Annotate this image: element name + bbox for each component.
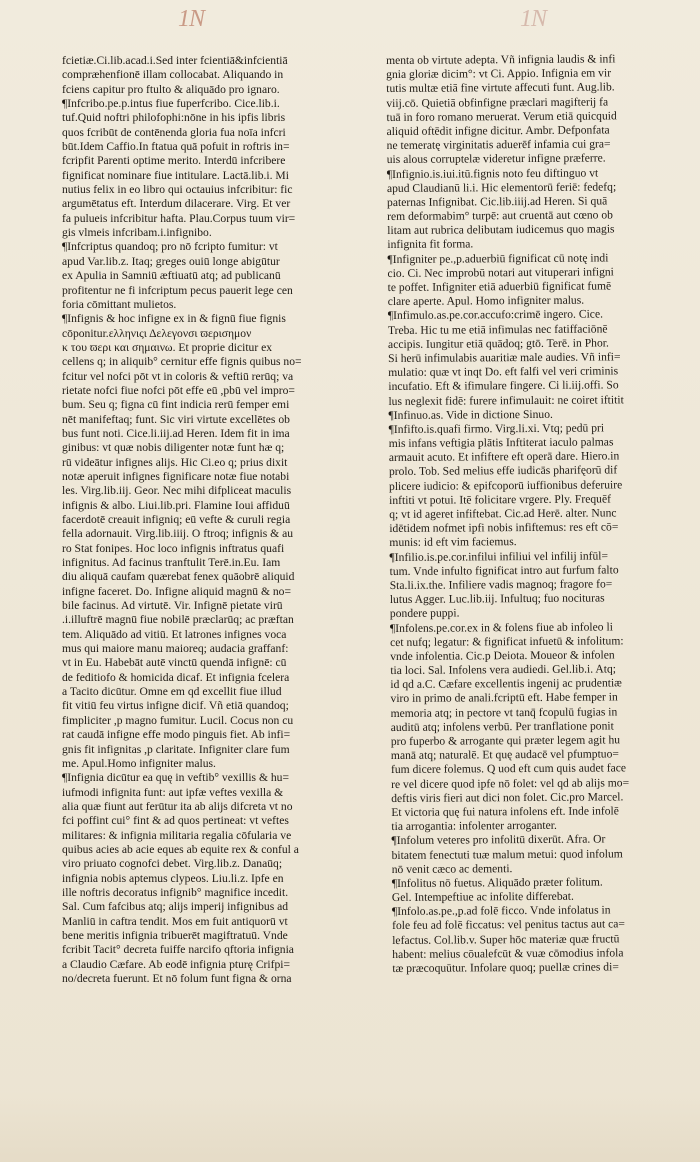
text-line: Sta.li.ix.the. Infiliere vadis magnoq; fragore fo= bbox=[389, 577, 613, 592]
text-line: fciens capitur pro ftulto & aliquādo pro ignaro. bbox=[62, 82, 280, 96]
text-line: fum dicere folemus. Q uod eft cum quis audet face bbox=[390, 761, 627, 777]
text-line: ¶Infolum veteres pro infolitū dixerūt. Afra. Or bbox=[391, 832, 606, 848]
text-line: infignia nobis aptemus clypeos. Liu.li.z. Ipfe en bbox=[62, 871, 284, 885]
text-line: κ του ϖερι και σημαινω. Et proprie dicitur ex bbox=[62, 340, 273, 354]
text-line: militares: & infignia militaria regalia cōfularia ve bbox=[62, 828, 292, 842]
text-line: incufatio. Eft & ifimulare fingere. Ci li.iij.offi. So bbox=[388, 378, 619, 394]
text-line: rat caudā infigne effe modo pinguis fiet. Ab infi= bbox=[62, 728, 291, 742]
text-line: viij.cō. Quietiā obfinfigne præclari magifterij fa bbox=[386, 95, 609, 110]
text-line: ¶Infignio.is.iui.itū.fignis noto feu diftinguo vt bbox=[386, 166, 599, 181]
text-line: fcietiæ.Ci.lib.acad.i.Sed inter fcientiā&infcientiā bbox=[62, 54, 288, 67]
text-line: tia arrogantia: infolenter arroganter. bbox=[391, 818, 557, 834]
text-line: nutius felix in eo libro qui octauius infcribitur: fic bbox=[62, 183, 293, 197]
text-line: munis: id eft vim faciemus. bbox=[389, 535, 517, 550]
text-line: ¶Infcriptus quandoq; pro nō fcripto fumitur: vt bbox=[62, 240, 278, 254]
text-line: argumētatus eft. Interdum dilacerare. Virg. Et ver bbox=[62, 197, 291, 211]
text-line: uis alous corruptelæ videretur infigne præferre. bbox=[386, 151, 606, 167]
text-line: Manliū in caftra tendit. Mos em fuit antiquorū vt bbox=[62, 914, 288, 928]
text-line: ro Stat fonipes. Hoc loco infignis inftratus quafi bbox=[62, 541, 285, 555]
text-line: id qd a.C. Cæfare excellentis ingenij ac prudentiæ bbox=[390, 676, 622, 692]
text-line: vt in Eu. Habebāt autē vinctū quendā infignē: cū bbox=[62, 656, 287, 670]
text-line: bum. Seu q; figna cū fint indicia rerū femper emi bbox=[62, 398, 290, 412]
text-line: alia quæ fiunt aut ferūtur ita ab alijs difcreta vt no bbox=[62, 799, 293, 813]
text-line: Et victoria quę fui natura infolens eft. Inde infolē bbox=[391, 804, 619, 819]
text-line: tem. Aliquādo ad vitiū. Et latrones infignes voca bbox=[62, 627, 287, 641]
text-line: pondere puppi. bbox=[389, 606, 460, 621]
text-line: mis infans veftigia plātis Inftiterat iaculo palmas bbox=[388, 435, 614, 451]
text-line: fcitur vel nofci pōt vt in coloris & veftiū rerūq; va bbox=[62, 369, 294, 383]
text-line: habent: melius cōualefcūt & vuæ cōmodius infola bbox=[392, 946, 624, 961]
text-line: memoria atq; in pectore vt tanq̄ fcopulū fugias in bbox=[390, 705, 618, 720]
text-line: ¶Infcribo.pe.p.intus fiue fuperfcribo. Cice.lib.i. bbox=[62, 97, 280, 111]
text-line: Treba. Hic tu me etiā infimulas nec fatiffaciōnē bbox=[387, 322, 608, 337]
right-text-column bbox=[386, 52, 686, 976]
text-line: lefactus. Col.lib.v. Super hōc materiæ quæ fructū bbox=[392, 932, 620, 947]
text-line: tæ præcoquūtur. Infolare quoq; puellæ crines di= bbox=[392, 960, 619, 975]
text-line: ¶Infignia dicūtur ea quę in veftib° vexillis & hu= bbox=[62, 771, 289, 785]
text-line: tia loci. Sal. Infolens vera audiedi. Gel.lib.i. Atq; bbox=[390, 662, 617, 678]
text-line: bus funt noti. Cice.li.iij.ad Heren. Idem fit in ima bbox=[62, 426, 290, 440]
text-line: fignificat nominare fiue intitulare. Lactā.lib.i. Mi bbox=[62, 168, 289, 182]
text-line: tuf.Quid noftri philofophi:nōne in his ipfis libris bbox=[62, 111, 286, 125]
text-line: ille noftris decoratus infignib° magnifice incedit. bbox=[62, 885, 289, 899]
text-line: inftiti vt potui. Itē folicitare vrgere. Ply. Frequēf bbox=[389, 492, 611, 507]
text-line: quos fcribūt de contēnenda gloria fua noīa infcri bbox=[62, 125, 286, 139]
text-line: Gel. Intempeftiue ac infolite differebat. bbox=[391, 889, 574, 905]
text-line: rem deformabim° turpē: aut cruentā aut cœno ob bbox=[387, 208, 613, 224]
text-line: mulatio: quæ vt inqt Do. eft falfi vel veri criminis bbox=[388, 364, 619, 380]
text-line: cio. Ci. Nec improbū notari aut vituperari infigni bbox=[387, 265, 614, 280]
text-line: no/decreta fuerunt. Et nō folum funt figna & orna bbox=[62, 972, 292, 985]
text-line: viro in primo de anali.fcriptū eft. Habe femper in bbox=[390, 690, 618, 706]
text-line: ¶Infifto.is.quafi firmo. Virg.li.xi. Vtq; pedū pri bbox=[388, 421, 605, 436]
text-line: rietate nofci fiue nofci pōt effe eū ,pbū vel impro= bbox=[62, 383, 295, 397]
text-line: fella adornauit. Virg.lib.iiij. O ftroq; infignis & au bbox=[62, 527, 294, 541]
text-line: prolo. Tob. Sed melius effe iudicās pharifęorū dif bbox=[388, 463, 618, 479]
text-line: tutis multæ etiā fine virtute affecuti funt. Aug.lib. bbox=[386, 80, 615, 96]
text-line: ¶Infilio.is.pe.cor.infilui infiliui vel infilij infūl= bbox=[389, 549, 609, 564]
text-line: me. Apul.Homo infigniter malus. bbox=[62, 756, 216, 770]
text-line: q; vt id ageret infiftebat. Cic.ad Herē. alter. Nunc bbox=[389, 506, 617, 521]
text-line: fcripfit Parenti optime merito. Interdū infcribere bbox=[62, 154, 286, 168]
text-line: infignita fit forma. bbox=[387, 237, 474, 252]
text-line: fit vitiū feu virtus infigne dicif. Vñ etiā quandoq; bbox=[62, 699, 289, 713]
paper-stain bbox=[0, 1092, 700, 1162]
text-line: a Claudio Cæfare. Ab eodē infignia pturę Crifpi= bbox=[62, 957, 291, 971]
text-line: te poffet. Infigniter etiā aduerbiū fignificat fumē bbox=[387, 279, 612, 294]
text-line: bitatem fenectuti tuæ malum metui: quod infolum bbox=[391, 846, 623, 862]
text-line: ¶Infignis & hoc infigne ex in & fignū fiue fignis bbox=[62, 312, 286, 326]
text-line: cōponitur.ελληνιςι Δελεγονσι ϖερισημον bbox=[62, 326, 252, 340]
text-line: tum. Vnde infulto fignificat intro aut furfum falto bbox=[389, 563, 619, 578]
text-line: iufmodi infignita funt: aut ipfæ veftes vexilla & bbox=[62, 785, 284, 799]
text-line: idētidem nofmet ipfi nobis infiftemus: res eft cō= bbox=[389, 520, 619, 536]
folio-left: 1N bbox=[178, 6, 205, 32]
text-line: lutus Agger. Luc.lib.iij. Infultuq; fuo nocituras bbox=[389, 591, 605, 607]
text-line: re vel dicere quod ipfe nō folet: vel qd ab alijs mo= bbox=[391, 775, 630, 791]
text-line: plicere iudicio: & epifcoporū iuffionibus deferuire bbox=[388, 477, 623, 493]
text-line: quibus acies ab acie eques ab equite rex & conful a bbox=[62, 842, 299, 856]
text-line: infignitus. Ad facinus tranftulit Terē.in.Eu. Iam bbox=[62, 556, 281, 570]
text-line: les. Virg.lib.iij. Geor. Nec mihi difpliceat maculis bbox=[62, 484, 292, 498]
text-line: apud Var.lib.z. Itaq; greges ouiū longe abigūtur bbox=[62, 254, 280, 268]
text-line: apud Claudianū li.i. Hic elementorū feriē: fedefq; bbox=[386, 180, 617, 195]
text-line: ex Apulia in Samniū æftiuatū atq; ad publicanū bbox=[62, 269, 281, 283]
text-line: bene meritis infignia tribuerēt magiftratuū. Vnde bbox=[62, 928, 288, 942]
text-line: a Tacito dicūtur. Omne em qd excellit fiue illud bbox=[62, 685, 282, 699]
text-line: ¶Infigniter pe.,p.aduerbiū fignificat cū notę indi bbox=[387, 251, 609, 266]
text-line: paternas Infignibat. Cic.lib.iiij.ad Heren. Si quā bbox=[386, 194, 608, 209]
text-line: ginibus: vt quæ nobis diligenter notæ funt hæ q; bbox=[62, 441, 285, 455]
text-line: cet nufq; legatur: & fignificat infuetū & infolitum: bbox=[390, 634, 624, 649]
folio-right: 1N bbox=[520, 6, 547, 32]
left-text-column bbox=[62, 54, 364, 986]
text-line: litam aut rubrica delibutam iudicemus quo magis bbox=[387, 222, 615, 238]
text-line: fcribit Tacit° decreta fuiffe narcifo qftoria infignia bbox=[62, 943, 294, 957]
text-line: ¶Infinuo.as. Vide in dictione Sinuo. bbox=[388, 407, 553, 422]
text-line: auditū atq; infolens verbū. Per tranflatione ponit bbox=[390, 719, 614, 734]
text-line: .i.illuftrē magnū fiue nobilē præclarūq; ac præftan bbox=[62, 613, 294, 627]
text-line: ¶Infolitus nō fuetus. Aliquādo præter folitum. bbox=[391, 875, 603, 890]
text-line: deftis viris fieri aut dici non folet. Cic.pro Marcel. bbox=[391, 790, 624, 805]
text-line: clare aperte. Apul. Homo infigniter malus. bbox=[387, 293, 585, 309]
text-line: aliquid oftēdit infigne dicitur. Ambr. Defponfata bbox=[386, 123, 610, 138]
text-line: nō venit cæco ac dementi. bbox=[391, 861, 513, 876]
text-line: Sal. Cum fafcibus atq; alijs imperij infignibus ad bbox=[62, 900, 289, 914]
text-line: Si herū infimulabis auaritiæ male audies. Vñ infi= bbox=[388, 350, 621, 365]
text-line: vnde infolentia. Cic.p Deiota. Moueor & infolen bbox=[390, 648, 615, 663]
text-line: infignis & albo. Liui.lib.pri. Flamine Ioui affiduū bbox=[62, 498, 290, 512]
text-line: facerdotē creauit infigniq; eū vefte & curuli regia bbox=[62, 513, 291, 526]
text-line: mus qui maiore manu maioreq; audacia graffanf: bbox=[62, 642, 289, 656]
text-line: gnia gloriæ dicim°: vt Ci. Appio. Infignia em vir bbox=[386, 66, 612, 82]
text-line: pro fuperbo & arrogante qui præter legem agit hu bbox=[390, 733, 621, 748]
text-line: compræhenfionē illam collocabat. Aliquando in bbox=[62, 68, 284, 82]
text-line: būt.Idem Caffio.In ftatua quā pofuit in roftris in= bbox=[62, 140, 290, 154]
text-line: profitentur ne fi infcriptum pecus pauerit lege cen bbox=[62, 283, 293, 297]
text-line: notæ aperuit infignes fignificare notæ fiue notabi bbox=[62, 469, 290, 483]
text-line: diu aliquā caufam quærebat fenex quāobrē aliquid bbox=[62, 570, 295, 584]
text-line: rū videātur infignes alijs. Hic Ci.eo q; prius dixit bbox=[62, 455, 288, 469]
text-line: nēt manifeftaq; funt. Sic viri virtute excellētes ob bbox=[62, 412, 290, 426]
text-line: ¶Infolo.as.pe.,p.ad folē ficco. Vnde infolatus in bbox=[391, 903, 611, 919]
text-line: fimpliciter ,p magno fumitur. Lucil. Cocus non cu bbox=[62, 713, 294, 727]
text-line: accipis. Iungitur etiā quādoq; gtō. Terē. in Phor. bbox=[387, 336, 609, 351]
text-line: gis vlmeis infcribam.i.infignibo. bbox=[62, 226, 212, 240]
text-line: ¶Infimulo.as.pe.cor.accufo:crimē ingero. Cice. bbox=[387, 307, 604, 323]
text-line: ne temeratę virginitatis aduerēf infamia cui gra= bbox=[386, 137, 611, 153]
text-line: ¶Infolens.pe.cor.ex in & folens fiue ab infoleo li bbox=[389, 619, 613, 635]
text-line: gnis fit infignitas ,p claritate. Infigniter clare fum bbox=[62, 742, 290, 756]
text-line: menta ob virtute adepta. Vñ infignia laudis & infi bbox=[386, 52, 616, 67]
text-line: fole feu ad folē ficcatus: vel penitus tactus aut ca= bbox=[392, 917, 625, 933]
text-line: lus neglexit fidē: furere infimulauit: ne coiret iftitit bbox=[388, 392, 624, 408]
text-line: infigne faceret. Do. Infigne aliquid magnū & no= bbox=[62, 584, 292, 598]
text-line: fa pulueis infcribitur hafta. Plau.Corpus tuum vir= bbox=[62, 211, 296, 225]
text-line: viro priuato cognofci debet. Virg.lib.z. Danaūq; bbox=[62, 857, 283, 871]
text-line: de feditiofo & homicida dicaf. Et infignia fcelera bbox=[62, 670, 290, 684]
text-line: bile facinus. Ad virtutē. Vir. Infignē pietate virū bbox=[62, 599, 283, 613]
text-line: cellens q; in aliquib° cernitur effe fignis quibus no= bbox=[62, 355, 302, 369]
text-line: fci poffint cui° fint & ad quos pertineat: vt veftes bbox=[62, 814, 289, 828]
text-line: foria cōmittant mulietos. bbox=[62, 297, 177, 311]
text-line: armauit acuto. Et infiftere eft operā dare. Hiero.in bbox=[388, 449, 620, 465]
text-line: manā atq; naturalē. Et quę audacē vel pfumptuo= bbox=[390, 747, 619, 763]
text-line: tuā in foro romano meruerat. Verum etiā quicquid bbox=[386, 109, 617, 124]
